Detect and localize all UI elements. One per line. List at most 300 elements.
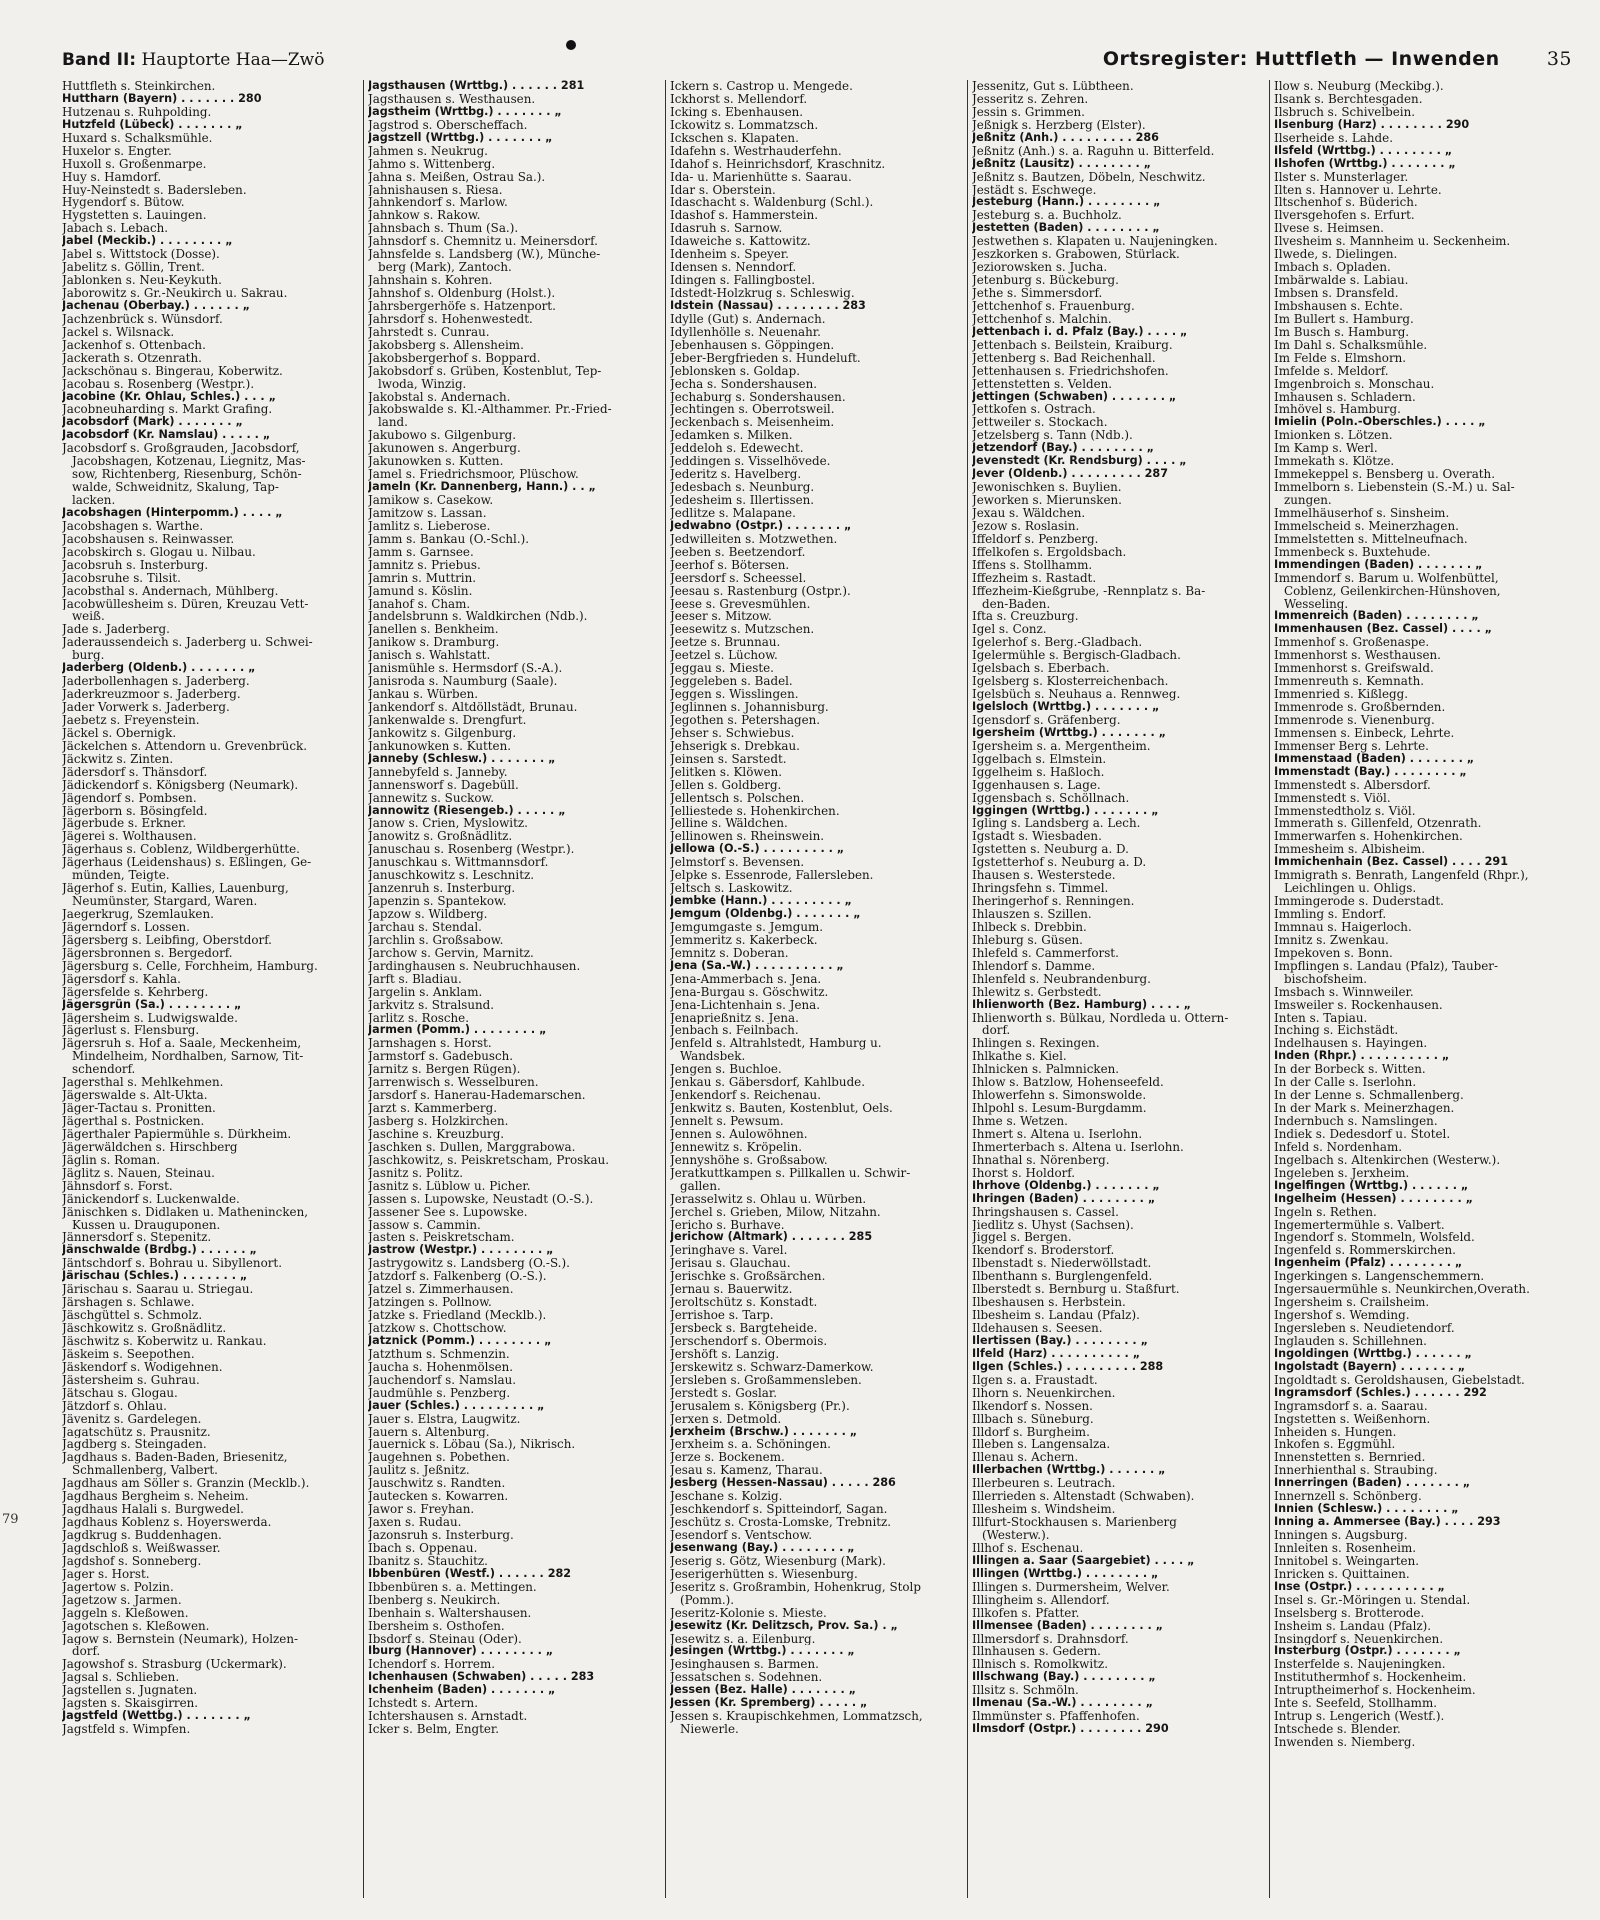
register-entry: Huy s. Hamdorf. (62, 170, 162, 184)
register-entry: dorf. (982, 1024, 1011, 1038)
register-entry: Jaxen s. Rudau. (368, 1516, 462, 1529)
register-entry: Immenstedtholz s. Viöl. (1274, 804, 1416, 818)
register-entry: Jelline s. Wäldchen. (670, 817, 788, 831)
register-entry: Jasnitz s. Politz. (368, 1166, 464, 1180)
register-entry: Jenkau s. Gäbersdorf, Kahlbude. (670, 1076, 865, 1090)
register-entry: Jankowitz s. Gilgenburg. (368, 726, 517, 740)
register-entry: Jestetten (Baden) . . . . . . . . „ (972, 222, 1160, 235)
register-entry: Ingenfeld s. Rommerskirchen. (1274, 1244, 1456, 1258)
register-entry: Ildehausen s. Seesen. (972, 1322, 1103, 1335)
register-entry: lwoda, Winzig. (378, 377, 467, 391)
register-entry: Insheim s. Landau (Pfalz). (1274, 1619, 1432, 1633)
register-entry: Jesendorf s. Ventschow. (670, 1529, 812, 1542)
register-entry: Innerringen (Baden) . . . . . . . „ (1274, 1477, 1471, 1490)
register-entry: Jeinsen s. Sarstedt. (670, 752, 787, 766)
register-entry: Ihlowerfehn s. Simonswolde. (972, 1089, 1147, 1103)
register-entry: Ilkendorf s. Nossen. (972, 1399, 1093, 1413)
register-entry: Ingerkingen s. Langenschemmern. (1274, 1270, 1485, 1284)
register-entry: Jachenau (Oberbay.) . . . . . . „ (62, 299, 250, 312)
register-entry: Jagsthausen s. Westhausen. (368, 92, 536, 106)
register-entry: Jetzendorf (Bay.) . . . . . . . . „ (972, 442, 1155, 455)
register-entry: Jenfeld s. Altrahlstedt, Hamburg u. (670, 1037, 882, 1051)
register-entry: Ihrhove (Oldenbg.) . . . . . . . „ (972, 1179, 1160, 1192)
register-entry: Jahna s. Meißen, Ostrau Sa.). (368, 170, 546, 184)
register-entry: Jamrin s. Muttrin. (368, 571, 477, 585)
register-entry: Im Dahl s. Schalksmühle. (1274, 338, 1428, 352)
register-entry: Innien (Schlesw.) . . . . . . . . „ (1274, 1503, 1459, 1516)
register-entry: Januschkowitz s. Leschnitz. (368, 869, 535, 883)
register-entry: Jena (Sa.-W.) . . . . . . . . . . „ (670, 959, 844, 972)
register-entry: Jeratkuttkampen s. Pillkallen u. Schwir- (670, 1166, 911, 1180)
register-entry: Jesinghausen s. Barmen. (670, 1658, 819, 1672)
register-entry: Leichlingen u. Ohligs. (1284, 882, 1417, 896)
register-entry: Jettenberg s. Bad Reichenhall. (972, 351, 1156, 365)
register-entry: Jeersdorf s. Scheessel. (670, 571, 807, 585)
register-entry: Innernzell s. Schönberg. (1274, 1490, 1422, 1504)
register-entry: Jaderberg (Oldenb.) . . . . . . . „ (62, 662, 256, 675)
register-entry: Jarsdorf s. Hanerau-Hademarschen. (368, 1089, 586, 1103)
register-entry: Ihorst s. Holdorf. (972, 1166, 1076, 1180)
register-entry: Immelscheid s. Meinerzhagen. (1274, 519, 1459, 533)
register-entry: Janzenruh s. Insterburg. (368, 882, 516, 896)
register-entry: Jeetze s. Brunnau. (670, 636, 781, 650)
register-entry: Ibach s. Oppenau. (368, 1541, 478, 1555)
register-entry: Hutzfeld (Lübeck) . . . . . . . „ (62, 118, 243, 131)
register-entry: Ibbenbüren s. a. Mettingen. (368, 1580, 537, 1594)
punch-hole-dot (566, 40, 576, 50)
register-entry: Illschwang (Bay.) . . . . . . . . „ (972, 1671, 1156, 1684)
register-entry: gallen. (680, 1179, 721, 1193)
register-entry: Jiggel s. Bergen. (972, 1231, 1072, 1245)
register-entry: Jägersburg s. Celle, Forchheim, Hamburg. (62, 959, 318, 973)
register-entry: Idylle (Gut) s. Andernach. (670, 312, 826, 326)
register-entry: Mindelheim, Nordhalben, Sarnow, Tit- (72, 1050, 304, 1064)
register-entry: Ihlienworth (Bez. Hamburg) . . . . „ (972, 998, 1191, 1011)
volume-label (62, 50, 324, 70)
register-entry: Jetzelsberg s. Tann (Ndb.). (972, 429, 1133, 443)
register-entry: Ingelheim (Hessen) . . . . . . . . „ (1274, 1192, 1473, 1205)
register-entry: Idensen s. Nenndorf. (670, 261, 797, 275)
register-entry: Jeserigerhütten s. Wiesenburg. (670, 1567, 858, 1581)
register-column-5 (1270, 80, 1572, 1898)
register-entry: Jessen (Kr. Spremberg) . . . . . „ (670, 1697, 868, 1710)
register-entry: Imsbach s. Winnweiler. (1274, 985, 1414, 999)
register-entry: Immenstedt s. Viöl. (1274, 791, 1391, 805)
register-entry: Illfurt-Stockhausen s. Marienberg (972, 1516, 1177, 1529)
register-entry: Kussen u. Drauguponen. (72, 1218, 221, 1232)
register-entry: Ihringsfehn s. Timmel. (972, 882, 1109, 896)
register-entry: weiß. (72, 610, 105, 624)
register-entry: Jasberg s. Holzkirchen. (368, 1115, 509, 1128)
register-entry: Ilgen s. a. Fraustadt. (972, 1373, 1098, 1387)
register-column-1 (62, 80, 364, 1898)
register-entry: Ibersheim s. Osthofen. (368, 1619, 505, 1633)
register-entry: Jeszkorken s. Grabowen, Stürlack. (972, 248, 1180, 262)
register-entry: Jabel s. Wittstock (Dosse). (62, 248, 220, 262)
register-entry: Immekath s. Klötze. (1274, 455, 1395, 469)
register-entry: Jagdhaus Koblenz s. Hoyerswerda. (62, 1516, 272, 1529)
register-entry: Jahnshof s. Oldenburg (Holst.). (368, 287, 556, 300)
register-entry: Järischau s. Saarau u. Striegau. (62, 1283, 254, 1297)
register-entry: Im Bullert s. Hamburg. (1274, 312, 1414, 326)
register-entry: Ibenhain s. Waltershausen. (368, 1606, 532, 1620)
register-entry: Jabach s. Lebach. (62, 222, 169, 236)
register-entry: Jaugehnen s. Pobethen. (368, 1451, 510, 1465)
register-entry: Jeßnitz (Anh.) s. a. Raguhn u. Bitterfeld. (972, 144, 1215, 158)
register-entry: Huttfleth s. Steinkirchen. (62, 80, 216, 93)
register-entry: Jerusalem s. Königsberg (Pr.). (670, 1399, 850, 1413)
register-entry: Ingersheim s. Crailsheim. (1274, 1296, 1430, 1310)
register-entry: Ibenberg s. Neukirch. (368, 1593, 501, 1607)
register-entry: Jerichow (Altmark) . . . . . . . 285 (670, 1231, 873, 1244)
register-entry: Idafehn s. Westrhauderfehn. (670, 144, 842, 158)
register-entry: Jessin s. Grimmen. (972, 105, 1085, 119)
register-entry: Ihlendorf s. Damme. (972, 959, 1096, 973)
register-entry: Ihnathal s. Nörenberg. (972, 1153, 1110, 1167)
register-entry: Indernbuch s. Namslingen. (1274, 1115, 1438, 1128)
register-entry: Jävenitz s. Gardelegen. (62, 1412, 202, 1426)
register-entry: Jarchow s. Gervin, Marnitz. (368, 946, 534, 960)
register-entry: Jexau s. Wäldchen. (972, 506, 1086, 520)
register-entry: Illerbeuren s. Leutrach. (972, 1477, 1116, 1491)
register-entry: Impflingen s. Landau (Pfalz), Tauber- (1274, 959, 1499, 973)
register-entry: Jagdshof s. Sonneberg. (62, 1554, 202, 1568)
register-entry: Jagow s. Bernstein (Neumark), Holzen- (62, 1632, 299, 1646)
register-entry: Jemgum (Oldenbg.) . . . . . . . „ (670, 908, 861, 920)
register-entry: Jehserigk s. Drebkau. (670, 739, 800, 753)
register-entry: Jagetzow s. Jarmen. (62, 1593, 182, 1607)
register-entry: Janneby (Schlesw.) . . . . . . . „ (368, 752, 556, 765)
register-entry: Jeziorowsken s. Jucha. (972, 261, 1108, 275)
register-entry: Jabelitz s. Göllin, Trent. (62, 261, 205, 275)
register-entry: Jerxheim (Brschw.) . . . . . . . „ (670, 1425, 858, 1438)
register-entry: lacken. (72, 494, 116, 507)
register-entry: Idar s. Oberstein. (670, 183, 776, 197)
register-entry: Ickowitz s. Lommatzsch. (670, 118, 819, 132)
register-entry: Jesenwang (Bay.) . . . . . . . . „ (670, 1541, 855, 1554)
register-entry: Inningen s. Augsburg. (1274, 1529, 1408, 1542)
register-entry: Jettenhausen s. Friedrichshofen. (972, 364, 1169, 378)
register-entry: Ichenheim (Baden) . . . . . . . „ (368, 1684, 556, 1697)
register-entry: Immenried s. Kißlegg. (1274, 688, 1408, 701)
register-entry: Ilmenau (Sa.-W.) . . . . . . . . „ (972, 1697, 1153, 1710)
register-entry: Janowitz s. Großnädlitz. (368, 830, 513, 844)
register-entry: Jacobneuharding s. Markt Grafing. (62, 403, 273, 417)
register-entry: Jarnitz s. Bergen Rügen). (368, 1063, 521, 1077)
register-entry: Jewonischken s. Buylien. (972, 481, 1122, 494)
register-entry: Hutzenau s. Ruhpolding. (62, 105, 212, 119)
register-entry: Jackerath s. Otzenrath. (62, 351, 202, 365)
register-entry: Immekeppel s. Bensberg u. Overath. (1274, 468, 1495, 482)
register-entry: Ilfeld (Harz) . . . . . . . . . . „ (972, 1347, 1141, 1360)
register-entry: Ilberstedt s. Bernburg u. Staßfurt. (972, 1283, 1180, 1297)
register-entry: Ihlauszen s. Szillen. (972, 908, 1092, 921)
register-entry: Jacobsruh s. Insterburg. (62, 558, 209, 572)
register-entry: Jagowshof s. Strasburg (Uckermark). (62, 1658, 287, 1672)
register-entry: Jederitz s. Havelberg. (670, 468, 802, 482)
register-entry: Imhausen s. Schladern. (1274, 390, 1416, 404)
register-entry: Imionken s. Lötzen. (1274, 429, 1393, 443)
register-entry: Jagdschloß s. Weißwasser. (62, 1541, 221, 1555)
register-entry: Illnhausen s. Gedern. (972, 1645, 1101, 1659)
register-entry: Ingelbach s. Altenkirchen (Westerw.). (1274, 1153, 1501, 1167)
register-entry: Jacobsdorf s. Großgrauden, Jacobsdorf, (62, 442, 300, 456)
register-entry: Immerwarfen s. Hohenkirchen. (1274, 830, 1463, 844)
register-entry: Jerchel s. Grieben, Milow, Nitzahn. (670, 1205, 881, 1219)
register-entry: Immenstadt (Bay.) . . . . . . . . „ (1274, 765, 1467, 778)
register-entry: Jesingen (Wrttbg.) . . . . . . . „ (670, 1645, 855, 1658)
register-entry: Illmensee (Baden) . . . . . . . . „ (972, 1619, 1164, 1632)
register-entry: Immigrath s. Benrath, Langenfeld (Rhpr.), (1274, 869, 1529, 883)
register-entry: Igel s. Conz. (972, 623, 1047, 637)
register-entry: Jargelin s. Anklam. (368, 985, 483, 999)
register-entry: Immenhausen (Bez. Cassel) . . . . „ (1274, 623, 1492, 636)
register-entry: Immenstaad (Baden) . . . . . . . „ (1274, 752, 1475, 765)
register-entry: Jagstzell (Wrttbg.) . . . . . . . „ (368, 131, 553, 144)
register-entry: Jena-Ammerbach s. Jena. (670, 972, 822, 986)
register-entry: Jäntschdorf s. Bohrau u. Sibyllenort. (62, 1257, 282, 1271)
register-entry: Jerxen s. Detmold. (670, 1412, 782, 1426)
register-entry: Janikow s. Dramburg. (368, 636, 500, 650)
register-entry: Jahnkow s. Rakow. (368, 209, 481, 223)
register-entry: Jacobine (Kr. Ohlau, Schles.) . . . „ (62, 390, 276, 403)
register-entry: Jerischke s. Großsärchen. (670, 1270, 826, 1284)
register-entry: Jethe s. Simmersdorf. (972, 287, 1103, 300)
register-entry: Jamm s. Garnsee. (368, 545, 474, 559)
register-entry: Jettingen (Schwaben) . . . . . . . „ (972, 390, 1177, 403)
register-entry: Jackschönau s. Bingerau, Koberwitz. (62, 364, 283, 378)
register-entry: Ingramsdorf (Schles.) . . . . . . 292 (1274, 1386, 1487, 1399)
register-entry: Illnisch s. Romolkwitz. (972, 1658, 1108, 1672)
register-entry: Igelsloch (Wrttbg.) . . . . . . . „ (972, 701, 1160, 713)
register-entry: Jettenbach s. Beilstein, Kraiburg. (972, 338, 1173, 352)
register-entry: (Pomm.). (680, 1593, 735, 1607)
register-entry: bischofsheim. (1284, 972, 1368, 986)
register-entry: Jeckenbach s. Meisenheim. (670, 416, 835, 430)
register-entry: Immelhäuserhof s. Sinsheim. (1274, 506, 1450, 520)
register-entry: Immelstetten s. Mittelneufnach. (1274, 532, 1468, 546)
register-entry: Jevenstedt (Kr. Rendsburg) . . . . „ (972, 455, 1187, 468)
register-entry: Ilversgehofen s. Erfurt. (1274, 209, 1415, 223)
register-entry: Ichenhausen (Schwaben) . . . . . 283 (368, 1671, 595, 1684)
register-entry: Immenbeck s. Buxtehude. (1274, 545, 1431, 559)
register-entry: Jacobshagen s. Warthe. (62, 519, 204, 533)
register-entry: Jemgumgaste s. Jemgum. (670, 920, 824, 934)
register-entry: Jägerhaus s. Coblenz, Wildbergerhütte. (62, 843, 300, 857)
register-entry: Jatzel s. Zimmerhausen. (368, 1283, 514, 1297)
register-heading (1103, 48, 1572, 70)
register-entry: den-Baden. (982, 597, 1051, 611)
register-entry: Jaderbollenhagen s. Jaderberg. (62, 675, 250, 689)
register-entry: Jerstedt s. Goslar. (670, 1386, 778, 1400)
register-entry: Idyllenhölle s. Neuenahr. (670, 325, 821, 339)
register-entry: Jagotschen s. Kleßowen. (62, 1619, 210, 1633)
register-entry: Iggensbach s. Schöllnach. (972, 791, 1130, 805)
register-entry: Ihmert s. Altena u. Iserlohn. (972, 1127, 1143, 1141)
register-entry: Immelborn s. Liebenstein (S.-M.) u. Sal- (1274, 481, 1515, 494)
register-entry: Jennen s. Aulowöhnen. (670, 1127, 808, 1141)
register-entry: Jätzdorf s. Ohlau. (62, 1399, 167, 1413)
page-number: 35 (1546, 48, 1572, 70)
register-entry: Jägersruh s. Hof a. Saale, Meckenheim, (62, 1037, 302, 1051)
register-entry: Coblenz, Geilenkirchen-Hünshoven, (1284, 584, 1501, 598)
register-entry: Idashof s. Hammerstein. (670, 209, 819, 223)
register-entry: Ilster s. Munsterlager. (1274, 170, 1409, 184)
register-entry: Jagdhaus Bergheim s. Neheim. (62, 1490, 249, 1504)
register-entry: Jennyshöhe s. Großsabow. (670, 1153, 828, 1167)
register-entry: Janahof s. Cham. (368, 597, 471, 611)
register-entry: Jelmstorf s. Bevensen. (670, 856, 805, 870)
register-entry: dorf. (72, 1645, 101, 1659)
register-entry: Jakobsbergerhof s. Boppard. (368, 351, 541, 365)
register-entry: Järischau (Schles.) . . . . . . . „ (62, 1270, 248, 1283)
register-entry: Wesseling. (1284, 597, 1349, 611)
register-entry: Jäglin s. Roman. (62, 1153, 161, 1167)
register-entry: Iggingen (Wrttbg.) . . . . . . . „ (972, 804, 1159, 817)
register-entry: Immenhorst s. Greifswald. (1274, 662, 1434, 676)
register-entry: Jennelt s. Pewsum. (670, 1115, 784, 1128)
register-entry: Jechtingen s. Oberrotsweil. (670, 403, 835, 417)
register-entry: Jeroltschütz s. Konstadt. (670, 1296, 818, 1310)
register-entry: Ilshofen (Wrttbg.) . . . . . . . „ (1274, 157, 1456, 170)
register-entry: Jenkendorf s. Reichenau. (670, 1089, 821, 1103)
register-entry: Imbach s. Opladen. (1274, 261, 1391, 275)
register-entry: Jestädt s. Eschwege. (972, 183, 1097, 197)
register-entry: Jesewitz (Kr. Delitzsch, Prov. Sa.) . „ (670, 1619, 898, 1632)
register-entry: Jettweiler s. Stockach. (972, 416, 1108, 430)
register-entry: Inwenden s. Niemberg. (1274, 1736, 1416, 1749)
register-entry: Igersheim (Wrttbg.) . . . . . . . „ (972, 726, 1166, 739)
register-entry: Jarmstorf s. Gadebusch. (368, 1050, 514, 1064)
register-entry: Jahnshain s. Kohren. (368, 274, 493, 287)
register-entry: Jacobshagen, Kotzenau, Liegnitz, Mas- (72, 455, 306, 469)
register-entry: In der Calle s. Iserlohn. (1274, 1076, 1417, 1090)
register-entry: Igelsberg s. Klosterreichenbach. (972, 675, 1169, 689)
register-entry: Ihme s. Wetzen. (972, 1115, 1068, 1128)
register-entry: Jäschgüttel s. Schmolz. (62, 1309, 203, 1322)
register-entry: Jersleben s. Großammensleben. (670, 1373, 862, 1387)
register-entry: Jauschwitz s. Randten. (368, 1477, 506, 1491)
register-entry: Ibbenbüren (Westf.) . . . . . . 282 (368, 1567, 572, 1580)
register-entry: Ihlkathe s. Kiel. (972, 1050, 1067, 1064)
register-entry: Jardinghausen s. Neubruchhausen. (368, 959, 581, 973)
register-entry: Jacobskirch s. Glogau u. Nilbau. (62, 545, 256, 559)
register-entry: Imbshausen s. Echte. (1274, 299, 1403, 313)
register-entry: Inheiden s. Hungen. (1274, 1425, 1397, 1439)
register-entry: Ingersleben s. Neudietendorf. (1274, 1322, 1455, 1335)
register-entry: Jauernick s. Löbau (Sa.), Nikrisch. (368, 1438, 576, 1452)
register-entry: Jelliestede s. Hohenkirchen. (670, 804, 840, 818)
register-entry: Jettenbach i. d. Pfalz (Bay.) . . . . „ (972, 325, 1188, 338)
register-column-2 (364, 80, 666, 1898)
register-entry: Jerxheim s. a. Schöningen. (670, 1438, 831, 1452)
register-entry: Jahnsfelde s. Landsberg (W.), Münche- (368, 248, 601, 262)
register-entry: Jarkvitz s. Stralsund. (368, 998, 495, 1012)
register-entry: Ilhorn s. Neuenkirchen. (972, 1386, 1116, 1400)
register-entry: In der Borbeck s. Witten. (1274, 1063, 1426, 1077)
register-entry: Jaschine s. Kreuzburg. (368, 1127, 505, 1141)
register-entry: Jerschendorf s. Obermois. (670, 1334, 828, 1348)
register-entry: Jeseritz s. Großrambin, Hohenkrug, Stolp (670, 1580, 921, 1594)
register-entry: Jesewitz s. a. Eilenburg. (670, 1632, 816, 1646)
register-entry: Jeseritz-Kolonie s. Mieste. (670, 1606, 827, 1620)
register-entry: Jeltsch s. Laskowitz. (670, 882, 793, 896)
register-entry: Jaschken s. Dullen, Marggrabowa. (368, 1140, 576, 1154)
register-entry: Igelermühle s. Bergisch-Gladbach. (972, 649, 1181, 663)
register-entry: (Westerw.). (982, 1529, 1050, 1542)
register-entry: berg (Mark), Zantoch. (378, 261, 512, 275)
register-entry: Illingheim s. Allendorf. (972, 1593, 1110, 1607)
register-entry: Ilsbruch s. Schivelbein. (1274, 105, 1416, 119)
register-entry: Jagdkrug s. Buddenhagen. (62, 1529, 222, 1542)
register-entry: Jeetzel s. Lüchow. (670, 649, 778, 663)
register-entry: Jassow s. Cammin. (368, 1218, 481, 1232)
register-entry: zungen. (1284, 494, 1332, 507)
register-entry: Jackel s. Wilsnack. (62, 325, 175, 339)
register-entry: Inten s. Tapiau. (1274, 1011, 1368, 1025)
register-entry: Ingstetten s. Weißenhorn. (1274, 1412, 1431, 1426)
register-entry: Ihleburg s. Güsen. (972, 933, 1083, 947)
register-entry: Inse (Ostpr.) . . . . . . . . . . „ (1274, 1580, 1445, 1593)
register-entry: Jeggeleben s. Badel. (670, 675, 793, 689)
register-entry: Ingenheim (Pfalz) . . . . . . . . „ (1274, 1257, 1463, 1270)
register-entry: Jettchenhof s. Malchin. (972, 312, 1112, 326)
register-entry: Imnitz s. Zwenkau. (1274, 933, 1389, 947)
register-entry: Jagstfeld s. Wimpfen. (62, 1723, 191, 1736)
register-entry: Jettkofen s. Ostrach. (972, 403, 1096, 417)
register-entry: Jeesau s. Rastenburg (Ostpr.). (670, 584, 851, 598)
register-entry: Jakobswalde s. Kl.-Althammer. Pr.-Fried- (368, 403, 612, 417)
register-entry: Jankendorf s. Altdöllstädt, Brunau. (368, 701, 578, 714)
register-entry: Jagstfeld (Wettbg.) . . . . . . . „ (62, 1710, 251, 1723)
register-entry: Igstadt s. Wiesbaden. (972, 830, 1102, 844)
register-entry: Jeringhave s. Varel. (670, 1244, 788, 1258)
register-entry: Ilmmünster s. Pfaffenhofen. (972, 1710, 1140, 1724)
register-entry: Iffezheim s. Rastadt. (972, 571, 1097, 585)
register-entry: Immenreuth s. Kemnath. (1274, 675, 1425, 689)
register-entry: Jawor s. Freyhan. (368, 1503, 475, 1517)
register-entry: Jeeben s. Beetzendorf. (670, 545, 806, 559)
register-entry: Inselsberg s. Brotterode. (1274, 1606, 1425, 1620)
register-entry: Immesheim s. Albisheim. (1274, 843, 1426, 857)
register-entry: Ilsank s. Berchtesgaden. (1274, 92, 1423, 106)
register-entry: Ihlewitz s. Gerbstedt. (972, 985, 1102, 999)
register-entry: Jedamken s. Milken. (670, 429, 793, 443)
register-entry: schendorf. (72, 1063, 136, 1077)
register-entry: Ingershof s. Wemding. (1274, 1309, 1410, 1322)
register-entry: Jägersberg s. Leibfing, Oberstdorf. (62, 933, 272, 947)
register-entry: Jakobstal s. Andernach. (368, 390, 511, 404)
register-entry: Jeddingen s. Visselhövede. (670, 455, 831, 469)
register-entry: Ihringen (Baden) . . . . . . . . „ (972, 1192, 1156, 1205)
register-entry: Imielin (Poln.-Oberschles.) . . . . „ (1274, 416, 1486, 429)
register-entry: Illerrieden s. Altenstadt (Schwaben). (972, 1490, 1195, 1504)
register-entry: Ilmsdorf (Ostpr.) . . . . . . . . 290 (972, 1723, 1169, 1736)
register-entry: Jannensworf s. Dagebüll. (368, 778, 519, 792)
register-entry: Jägersheim s. Ludwigswalde. (62, 1011, 238, 1025)
register-entry: Illsitz s. Schmöln. (972, 1684, 1079, 1698)
register-entry: Inching s. Eichstädt. (1274, 1024, 1399, 1038)
register-entry: Jauer (Schles.) . . . . . . . . . „ (368, 1399, 545, 1412)
register-entry: Jericho s. Burhave. (670, 1218, 785, 1232)
register-entry: Iggelbach s. Elmstein. (972, 752, 1107, 766)
register-entry: Jastrygowitz s. Landsberg (O.-S.). (368, 1257, 570, 1271)
register-entry: Ilow s. Neuburg (Meckibg.). (1274, 80, 1444, 93)
register-entry: Inning a. Ammersee (Bay.) . . . . 293 (1274, 1516, 1501, 1529)
register-entry: Jarrenwisch s. Wesselburen. (368, 1076, 539, 1090)
register-entry: Immenrode s. Vienenburg. (1274, 713, 1435, 727)
register-entry: Jaggeln s. Kleßowen. (62, 1606, 189, 1620)
